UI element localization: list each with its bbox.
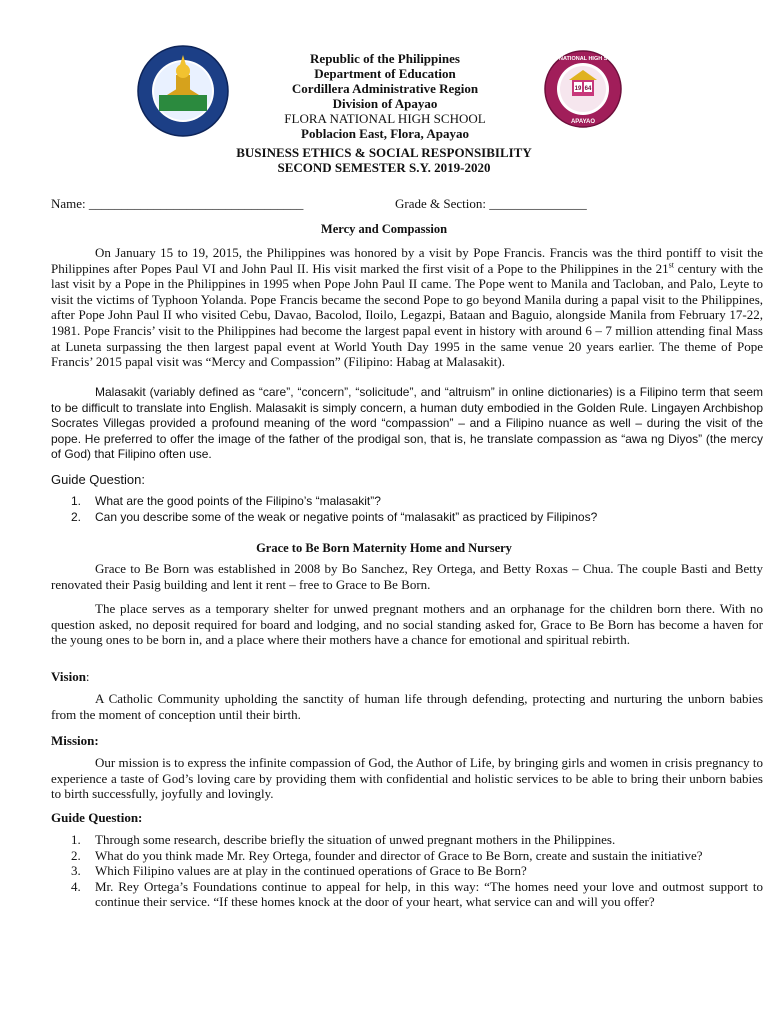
question-text: Through some research, describe briefly the situation of unwed pregnant mothers in the Philippines. [95, 832, 616, 847]
p1-superscript: st [668, 260, 674, 270]
flora-nhs-seal-icon [538, 50, 628, 128]
p1-part-a: On January 15 to 19, 2015, the Philippines was honored by a visit by Pope Francis. Francis was the third pontiff to visit the Philippines after Popes Paul VI and John Paul II. His visit marked the first visit of a Pope to the Philippines in the 21 [51, 245, 763, 276]
name-field: Name: _________________________________ [51, 196, 304, 211]
question-text: Mr. Rey Ortega’s Foundations continue to appeal for help, in this way: “The homes need your love and outmost support to continue their service. “If these homes knock at the door of your heart, what service can and will you offer? [95, 878, 763, 910]
course-title: BUSINESS ETHICS & SOCIAL RESPONSIBILITY [236, 145, 532, 160]
header-deped: Department of Education [314, 66, 456, 81]
header-school: FLORA NATIONAL HIGH SCHOOL [284, 111, 486, 126]
paragraph-mission [51, 755, 763, 802]
paragraph-pope-visit [51, 245, 763, 370]
p2-text: Malasakit (variably defined as “care”, “concern”, “solicitude”, and “altruism” in online dictionaries) is a Filipino term that seem to be difficult to translate into English. Malasakit is simply concern, a human duty embodied in the Golden Rule. Lingayen Archbishop Socrates Villegas provided a profound meaning of the word “compassion” – and a Filipino nuance as well – during the visit of the pope. He preferred to offer the image of the father of the prodigal son, that is, he translate compassion as “awa ng Diyos” (the mercy of God) that Filipino often use. [51, 385, 763, 462]
school-header [230, 51, 540, 141]
mission-text: Our mission is to express the infinite compassion of God, the Author of Life, by bringing girls and women in crisis pregnancy to experience a taste of God’s loving care by providing them with confidential and holistic services to be able to bring their unborn babies to birth successfully, joyfully and lovingly. [51, 755, 763, 802]
list-item [51, 494, 763, 510]
question-text: What do you think made Mr. Rey Ortega, founder and director of Grace to Be Born, create and sustain the initiative? [95, 847, 703, 863]
question-number: 3. [71, 863, 81, 879]
deped-seal-icon [137, 45, 229, 137]
question-text: Which Filipino values are at play in the continued operations of Grace to Be Born? [95, 863, 527, 879]
seal-ring-text: FLORA NATIONAL HIGH SCHOOL [538, 56, 628, 62]
paragraph-malasakit [51, 385, 763, 463]
seal-year-left: 19 [574, 86, 582, 92]
s2-p1-text: Grace to Be Born was established in 2008 by Bo Sanchez, Rey Ortega, and Betty Roxas – Chua. The couple Basti and Betty renovated their Pasig building and lent it rent – free to Grace to Be Born. [51, 561, 763, 592]
section-title-grace: Grace to Be Born Maternity Home and Nursery [256, 541, 512, 555]
list-item [51, 510, 763, 526]
s2-p2-text: The place serves as a temporary shelter for unwed pregnant mothers and an orphanage for the children born there. With no question asked, no deposit required for board and lodging, and no social standing asked for, Grace to Be Born has become a haven for the young ones to be born in, and a place where their mothers have a chance for emotional and spiritual rebirth. [51, 601, 763, 648]
question-text: What are the good points of the Filipino’s “malasakit”? [95, 494, 381, 508]
vision-colon: : [85, 669, 90, 684]
paragraph-vision [51, 691, 763, 722]
paragraph-grace-founding [51, 561, 763, 592]
guide-question-label-2: Guide Question: [51, 810, 143, 825]
guide-questions-list-1 [51, 494, 763, 525]
question-text: Can you describe some of the weak or negative points of “malasakit” as practiced by Filipinos? [95, 509, 598, 524]
list-item [51, 863, 763, 879]
question-number: 2. [71, 509, 82, 524]
question-number: 1. [71, 494, 82, 508]
question-number: 4. [71, 878, 81, 894]
vision-text: A Catholic Community upholding the sanctity of human life through defending, protecting and nurturing the unborn babies from the moment of conception until their birth. [51, 691, 763, 722]
header-region: Cordillera Administrative Region [291, 81, 479, 96]
mission-label: Mission: [51, 733, 99, 748]
vision-label-text: Vision [51, 669, 86, 684]
list-item [51, 848, 763, 864]
section-title-mercy: Mercy and Compassion [320, 222, 448, 236]
seal-ring-subtext: APAYAO [570, 119, 596, 125]
question-number: 1. [71, 832, 81, 847]
course-title-block [120, 145, 648, 175]
grade-section-field: Grade & Section: _______________ [395, 196, 587, 211]
seal-year-right: 64 [584, 86, 592, 92]
header-address: Poblacion East, Flora, Apayao [301, 126, 469, 141]
paragraph-grace-shelter [51, 601, 763, 648]
guide-question-label-1: Guide Question: [51, 472, 145, 487]
list-item [51, 832, 763, 848]
vision-label [51, 669, 90, 685]
header-division: Division of Apayao [332, 96, 438, 111]
p1-part-b: century with the last visit by a Pope in the Philippines in 1995 when Pope John Paul II came. The Pope went to Manila and Tacloban, and Palo, Leyte to visit the victims of Typhoon Yolanda. Pope Francis became the second Pope to go beyond Manila during a papal visit to the Philippines, after Pope John Paul II who visited Cebu, Davao, Bacolod, Iloilo, Legazpi, Bataan and Baguio, alongside Manila from February 17-22, 1981. Pope Francis’ visit to the Philippines had become the largest papal event in history with around 6 – 7 million attending final Mass at Luneta surpassing the then largest papal event at World Youth Day 1995 in the same venue 20 years earlier. The theme of Pope Francis’ 2015 papal visit was “Mercy and Compassion” (Filipino: Habag at Malasakit). [51, 260, 763, 370]
question-number: 2. [71, 847, 81, 863]
guide-questions-list-2 [51, 832, 763, 910]
header-republic: Republic of the Philippines [310, 51, 460, 66]
course-semester: SECOND SEMESTER S.Y. 2019-2020 [277, 160, 491, 175]
list-item [51, 879, 763, 910]
